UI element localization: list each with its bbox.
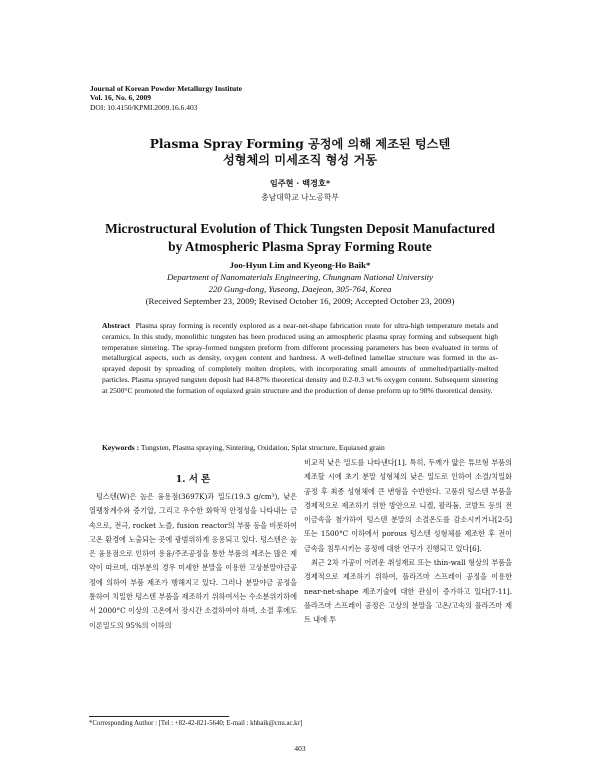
department: Department of Nanomaterials Engineering, Chungnam National University bbox=[166, 272, 434, 282]
keywords-text: Tungsten, Plasma spraying, Sintering, Oxidation, Splat structure, Equiaxed grain bbox=[140, 443, 385, 452]
body-column-right bbox=[304, 456, 512, 628]
body-paragraph: 최근 2차 가공이 어려운 취성재료 또는 thin-wall 형상의 부품을 경제적으로 제조하기 위하여, 플라즈마 스프레이 공정을 이용한 near-net-shape 제조기술에 대한 관심이 증가하고 있다[7-11]. 플라즈마 스프레이 공정은 고상의 분말을 고온/고속의 플라즈마 제트 내에 투 bbox=[304, 558, 512, 625]
body-paragraph: 비교적 낮은 밀도를 나타낸다[1]. 특히, 두께가 얇은 튜브형 부품의 제조할 시에 초기 분말 성형체의 낮은 밀도로 인하여 소결/치밀화 공정 후 최종 성형체에 큰 변형을 수반한다. 고품위 텅스텐 부품을 경제적으로 제조하기 위한 방안으로 니켈, 팔라듐, 코발트 등의 전이금속을 첨가하여 텅스텐 분말의 소결온도를 감소시키거나[2-5] 또는 1500°C 이하에서 porous 텅스텐 성형체를 제조한 후 전이금속을 침투시키는 공정에 대한 연구가 진행되고 있다[6]. bbox=[304, 458, 512, 553]
abstract bbox=[102, 321, 498, 396]
journal-doi: DOI: 10.4150/KPMI.2009.16.6.403 bbox=[90, 102, 198, 112]
keywords bbox=[102, 443, 498, 452]
page-number: 403 bbox=[294, 744, 306, 753]
korean-authors: 임주현 · 백경호* bbox=[269, 178, 331, 188]
received-dates: (Received September 23, 2009; Revised October 16, 2009; Accepted October 23, 2009) bbox=[145, 296, 455, 306]
english-authors: Joo-Hyun Lim and Kyeong-Ho Baik* bbox=[229, 260, 371, 270]
body-paragraph: 텅스텐(W)은 높은 융용점(3697K)과 밀도(19.3 g/cm³), 낮은 열팽창계수와 증기압, 그리고 우수한 화학적 안정성을 나타내는 금속으로, 전극, rocket 노즐, fusion reactor의 부품 등을 비롯하여 고온 환경에 노출되는 곳에 광범위하게 응용되고 있다. 텅스텐은 높은 융용점으로 인하여 용융/주조공정을 통한 부품의 제조는 많은 제약이 따르며, 대부분의 경우 미세한 분말을 이용한 고상분말야금공정에 의하여 부품 제조가 행해지고 있다. 그러나 분말야금 공정을 통하여 치밀한 텅스텐 부품을 제조하기 위하여서는 수소분위기하에서 2000°C 이상의 고온에서 장시간 소결하여야 하며, 소결 후에도 이론밀도의 95%의 이하의 bbox=[89, 492, 297, 630]
journal-name: Journal of Korean Powder Metallurgy Institute bbox=[90, 84, 243, 93]
abstract-text: Plasma spray forming is recently explored as a near-net-shape fabrication route for ultra-high temperature metals and ceramics. In this study, monolithic tungsten has been produced using an atmospheric plasma spray forming and subsequent high temperature sintering. The spray-formed tungsten preform from different processing parameters has been evaluated in terms of metallurgical aspects, such as density, oxygen content and hardness. A well-defined lamellae structure was formed in the as-sprayed deposit by spreading of completely molten droplets, with incorporating small amounts of unmelted/partially-melted particles. Plasma sprayed tungsten deposit had 84-87% theoretical density and 0.2-0.3 wt.% oxygen content. Subsequent sintering at 2500°C promoted the formation of equiaxed grain structure and the production of dense preform up to 98% theoretical density. bbox=[102, 321, 498, 395]
korean-title-line2: 성형체의 미세조직 형성 거동 bbox=[222, 153, 377, 167]
english-title-line1: Microstructural Evolution of Thick Tungsten Deposit Manufactured bbox=[105, 221, 495, 236]
korean-affiliation: 충남대학교 나노공학부 bbox=[261, 193, 339, 202]
english-title-line2: by Atmospheric Plasma Spray Forming Route bbox=[168, 239, 432, 254]
footnote-divider bbox=[89, 716, 229, 717]
body-column-left bbox=[89, 472, 297, 633]
address: 220 Gung-dong, Yuseong, Daejeon, 305-764, Korea bbox=[208, 284, 392, 294]
journal-volume: Vol. 16, No. 6, 2009 bbox=[90, 93, 151, 103]
section-heading-introduction: 1. 서 론 bbox=[175, 474, 211, 485]
journal-header bbox=[90, 84, 242, 112]
abstract-label: Abstract bbox=[102, 321, 131, 330]
keywords-label: Keywords : bbox=[102, 443, 140, 452]
korean-title-line1: Plasma Spray Forming 공정에 의해 제조된 텅스텐 bbox=[149, 137, 451, 151]
corresponding-author-footnote: *Corresponding Author : [Tel : +82-42-821-5640; E-mail : khbaik@cnu.ac.kr] bbox=[89, 720, 303, 727]
